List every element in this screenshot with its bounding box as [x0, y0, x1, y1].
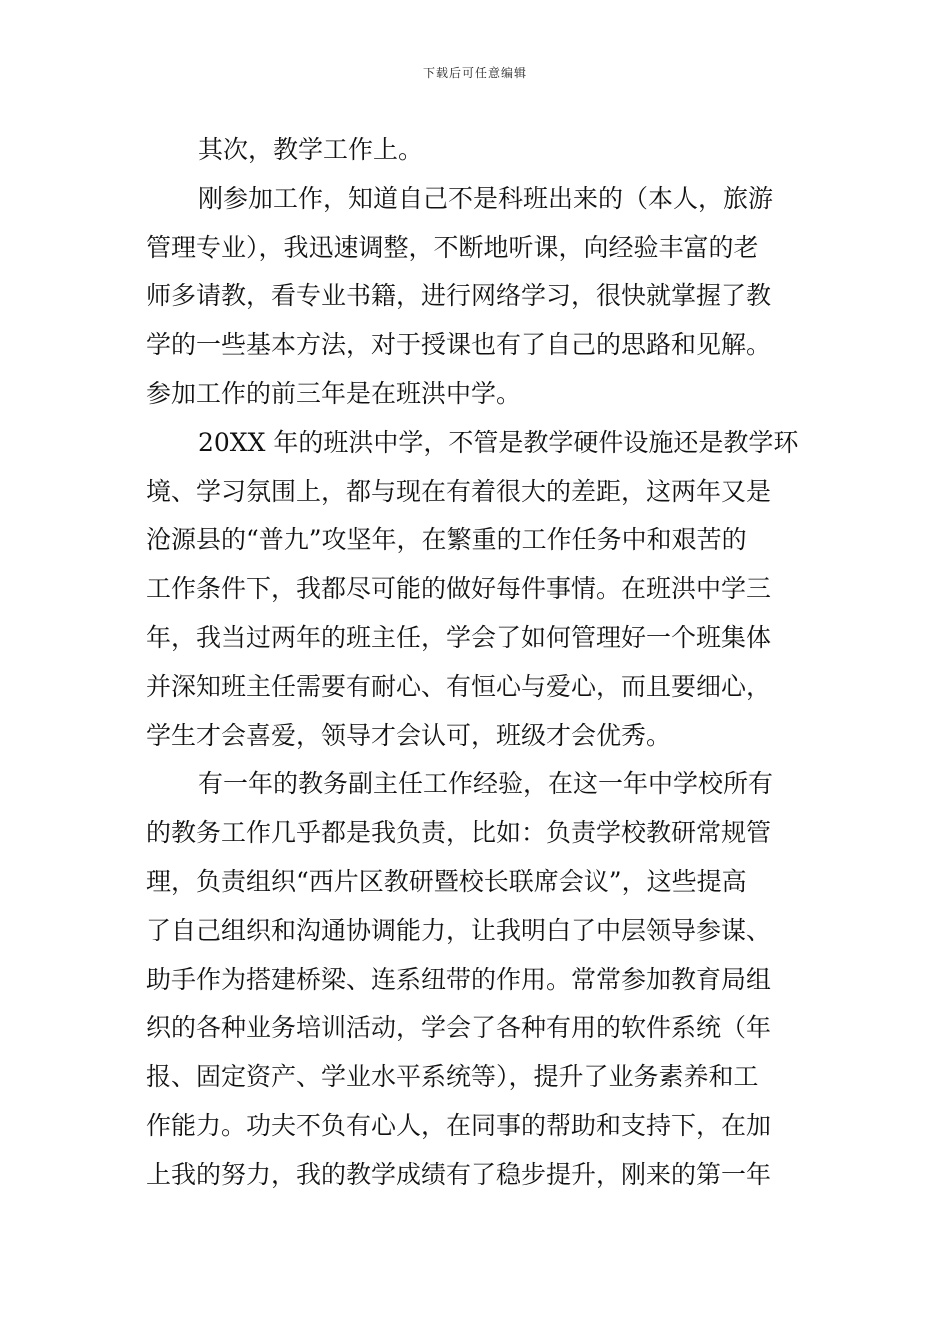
text-line: 参加工作的前三年是在班洪中学。: [146, 378, 522, 408]
text-line: 沧源县的“普九”攻坚年，在繁重的工作任务中和艰苦的: [146, 525, 747, 555]
text-line: 有一年的教务副主任工作经验，在这一年中学校所有: [198, 769, 774, 799]
text-line: 其次，教学工作上。: [198, 135, 424, 164]
text-line: 境、学习氛围上，都与现在有着很大的差距，这两年又是: [146, 476, 772, 506]
text-line: 学的一些基本方法，对于授课也有了自己的思路和见解。: [146, 330, 772, 360]
text-line: 年，我当过两年的班主任，学会了如何管理好一个班集体: [146, 622, 772, 652]
text-line: 作能力。功夫不负有心人，在同事的帮助和支持下，在加: [146, 1110, 772, 1140]
document-body: [146, 126, 816, 1200]
text-line: 助手作为搭建桥梁、连系纽带的作用。常常参加教育局组: [146, 964, 772, 994]
text-line: 的教务工作几乎都是我负责，比如：负责学校教研常规管: [146, 818, 772, 848]
text-line: 织的各种业务培训活动，学会了各种有用的软件系统（年: [146, 1013, 772, 1043]
text-line: 了自己组织和沟通协调能力，让我明白了中层领导参谋、: [146, 915, 772, 945]
text-line: 工作条件下，我都尽可能的做好每件事情。在班洪中学三: [146, 574, 772, 604]
page-header: 下载后可任意编辑: [422, 66, 527, 80]
text-line: 师多请教，看专业书籍，进行网络学习，很快就掌握了教: [146, 281, 772, 311]
text-line: 上我的努力，我的教学成绩有了稳步提升，刚来的第一年: [146, 1159, 772, 1189]
text-line: 20XX 年的班洪中学，不管是教学硬件设施还是教学环: [198, 427, 799, 457]
text-line: 管理专业），我迅速调整，不断地听课，向经验丰富的老: [146, 232, 759, 262]
text-line: 理，负责组织“西片区教研暨校长联席会议”，这些提高: [146, 866, 747, 896]
text-line: 学生才会喜爱，领导才会认可，班级才会优秀。: [146, 720, 672, 750]
text-line: 并深知班主任需要有耐心、有恒心与爱心，而且要细心，: [146, 671, 772, 701]
text-line: 刚参加工作，知道自己不是科班出来的（本人，旅游: [198, 183, 774, 213]
text-line: 报、固定资产、学业水平系统等），提升了业务素养和工: [146, 1062, 759, 1092]
